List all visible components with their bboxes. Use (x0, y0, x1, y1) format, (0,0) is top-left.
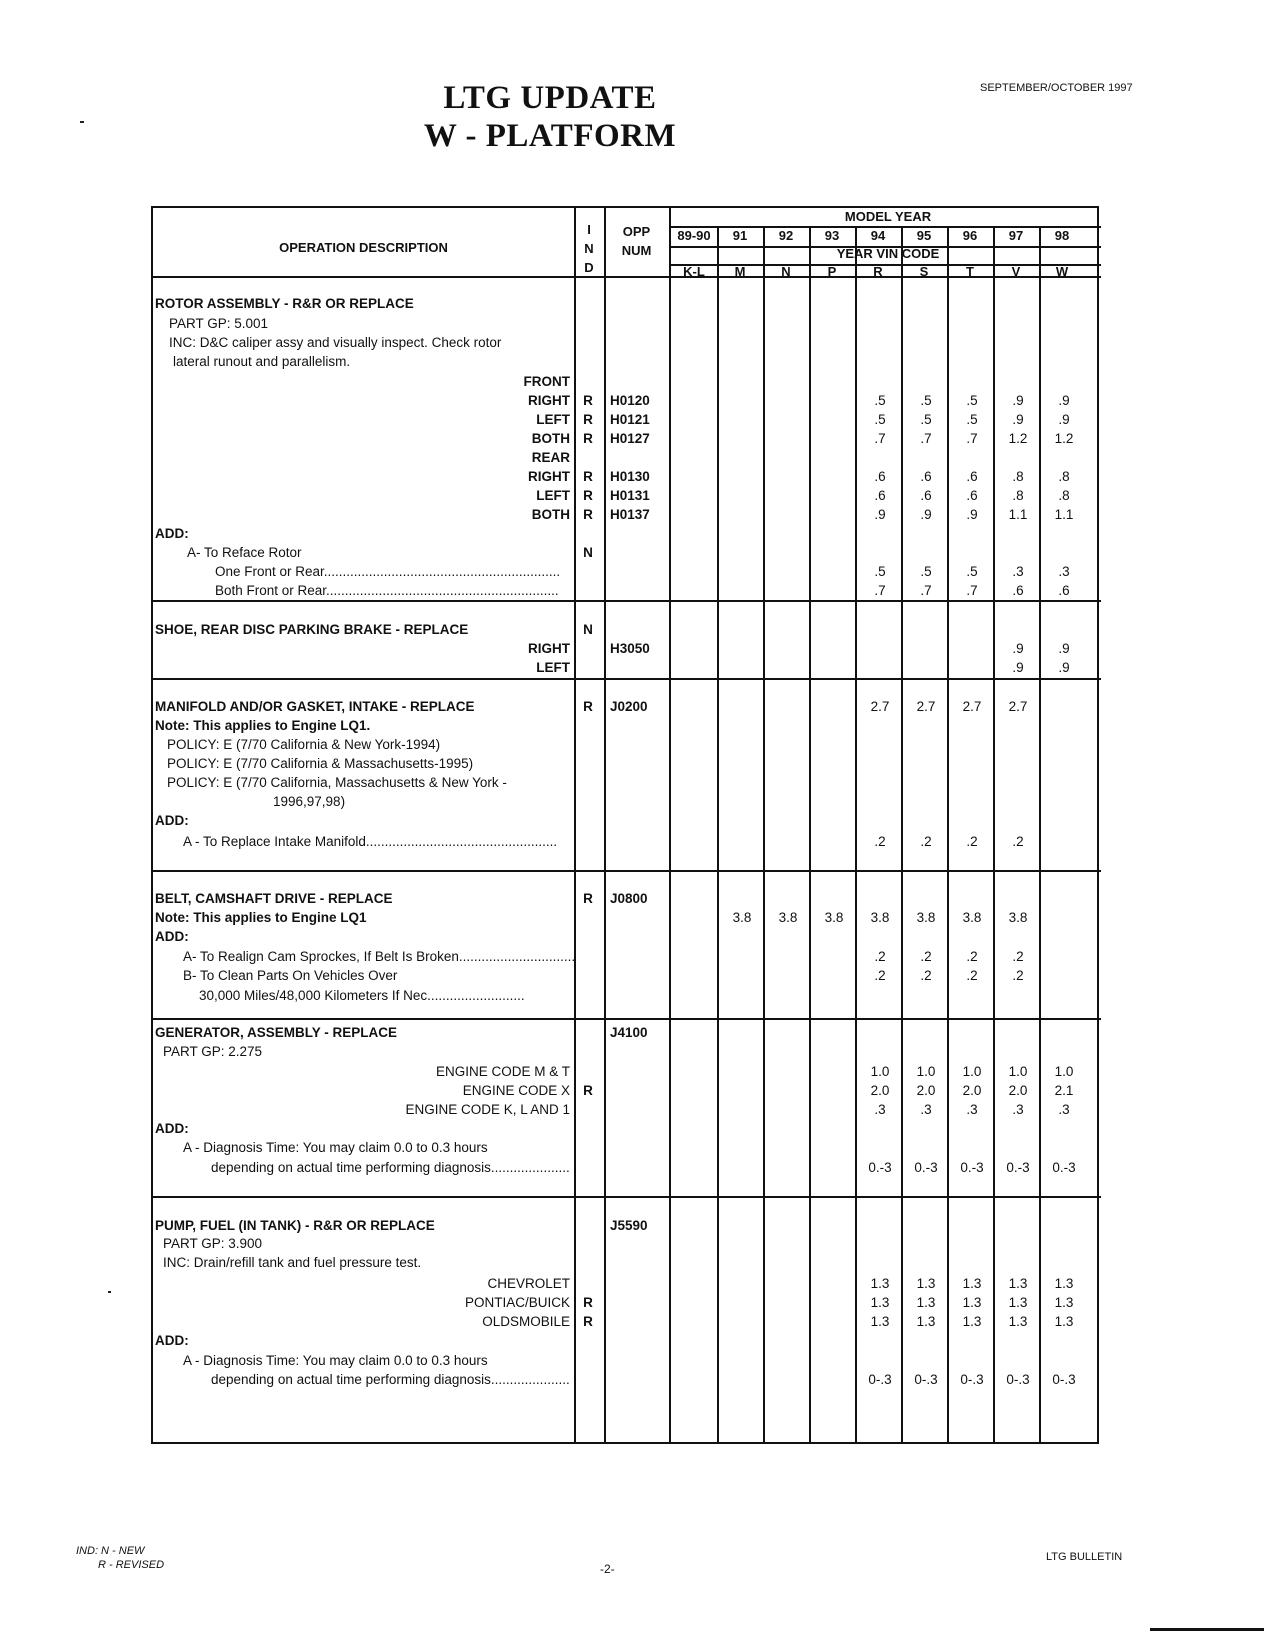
time-value-cell: 1.3 (1008, 1314, 1028, 1329)
time-value-cell: .5 (920, 412, 932, 427)
time-value-cell: .3 (966, 1102, 978, 1117)
section-title-rotor: ROTOR ASSEMBLY - R&R OR REPLACE (155, 296, 414, 311)
time-value-cell: .6 (1058, 583, 1070, 598)
year-divider (763, 226, 765, 1442)
section-title-manifold: MANIFOLD AND/OR GASKET, INTAKE - REPLACE (155, 699, 475, 714)
time-value-cell: .8 (1058, 488, 1070, 503)
time-value-cell: .7 (920, 431, 932, 446)
row-label: ENGINE CODE K, L AND 1 (405, 1102, 570, 1117)
time-value-cell: 1.3 (1054, 1276, 1074, 1291)
time-value-cell: 0-.3 (1052, 1372, 1076, 1387)
model-year-97: 97 (1008, 228, 1024, 243)
ind-cell: R (583, 393, 593, 408)
section-rule (153, 1018, 1101, 1020)
time-value-cell: .7 (920, 583, 932, 598)
time-value-cell: .9 (1058, 393, 1070, 408)
time-value-cell: 1.0 (1008, 1064, 1028, 1079)
time-value-cell: .3 (1012, 564, 1024, 579)
vin-code-P: P (827, 264, 837, 279)
add-line: A - Diagnosis Time: You may claim 0.0 to 0.3 hours (183, 1140, 488, 1155)
time-value-cell: .6 (874, 488, 886, 503)
time-value-cell: .9 (1058, 660, 1070, 675)
time-value-cell: 1.0 (1054, 1064, 1074, 1079)
time-value-cell: 1.3 (916, 1314, 936, 1329)
time-value-cell: .2 (1012, 949, 1024, 964)
time-value-cell: .7 (966, 431, 978, 446)
time-value-cell: 0-.3 (1006, 1372, 1030, 1387)
time-value-cell: 1.3 (870, 1295, 890, 1310)
model-year-94: 94 (870, 228, 886, 243)
ind-cell: R (583, 488, 593, 503)
time-value-cell: .6 (1012, 583, 1024, 598)
model-year-95: 95 (916, 228, 932, 243)
time-value-cell: .7 (966, 583, 978, 598)
time-value-cell: .3 (920, 1102, 932, 1117)
time-value-cell: 2.7 (870, 699, 890, 714)
inc-note: lateral runout and parallelism. (173, 354, 351, 369)
time-value-cell: 2.1 (1054, 1083, 1074, 1098)
time-value-cell: 1.0 (916, 1064, 936, 1079)
time-value-cell: 1.3 (916, 1295, 936, 1310)
opp-num-cell: H3050 (610, 641, 650, 656)
ind-cell: R (583, 1083, 593, 1098)
add-line: A- To Realign Cam Sprockes, If Belt Is Broken............................... (183, 949, 576, 964)
labor-time-table (151, 206, 1099, 1444)
time-value-cell: .5 (874, 564, 886, 579)
row-label: BOTH (531, 431, 570, 446)
time-value-cell: .6 (966, 488, 978, 503)
time-value-cell: .6 (874, 469, 886, 484)
time-value-cell: .6 (966, 469, 978, 484)
column-header-model-year: MODEL YEAR (844, 209, 932, 224)
vin-code-W: W (1055, 264, 1069, 279)
time-value-cell: .3 (1012, 1102, 1024, 1117)
ind-cell: R (583, 699, 593, 714)
opp-num-cell: H0121 (610, 412, 650, 427)
section-title-generator: GENERATOR, ASSEMBLY - REPLACE (155, 1025, 398, 1040)
add-line: A - Diagnosis Time: You may claim 0.0 to 0.3 hours (183, 1353, 488, 1368)
row-label: RIGHT (528, 641, 570, 656)
year-column-rule (669, 208, 671, 1442)
scan-mark (108, 1291, 111, 1293)
time-value-cell: .2 (966, 968, 978, 983)
time-value-cell: 0.-3 (1006, 1160, 1030, 1175)
row-label: FRONT (523, 374, 570, 389)
row-label: RIGHT (528, 469, 570, 484)
part-group: PART GP: 5.001 (169, 316, 269, 331)
time-value-cell: 3.8 (732, 910, 752, 925)
time-value-cell: .5 (920, 564, 932, 579)
time-value-cell: .5 (966, 412, 978, 427)
engine-note: Note: This applies to Engine LQ1. (155, 718, 371, 733)
time-value-cell: .2 (874, 834, 886, 849)
row-label: ENGINE CODE X (462, 1083, 570, 1098)
row-label: REAR (531, 450, 570, 465)
time-value-cell: .9 (1012, 641, 1024, 656)
column-header-description: OPERATION DESCRIPTION (279, 240, 448, 255)
row-label: LEFT (536, 660, 570, 675)
policy-line: POLICY: E (7/70 California & New York-1994) (167, 737, 441, 752)
year-divider (809, 226, 811, 1442)
model-year-91: 91 (732, 228, 748, 243)
time-value-cell: 0.-3 (868, 1160, 892, 1175)
time-value-cell: 2.0 (1008, 1083, 1028, 1098)
section-rule (153, 600, 1101, 602)
section-title-fuel-pump: PUMP, FUEL (IN TANK) - R&R OR REPLACE (155, 1218, 435, 1233)
scan-mark (80, 121, 84, 123)
opp-num-cell: H0127 (610, 431, 650, 446)
opp-num-cell: J4100 (610, 1025, 648, 1040)
time-value-cell: .9 (1058, 412, 1070, 427)
time-value-cell: 2.7 (962, 699, 982, 714)
time-value-cell: .9 (1012, 393, 1024, 408)
time-value-cell: .8 (1012, 488, 1024, 503)
time-value-cell: .5 (874, 412, 886, 427)
time-value-cell: .3 (1058, 564, 1070, 579)
vin-code-M: M (734, 264, 746, 279)
row-label: RIGHT (528, 393, 570, 408)
time-value-cell: .9 (920, 507, 932, 522)
time-value-cell: .5 (966, 393, 978, 408)
time-value-cell: 1.3 (870, 1276, 890, 1291)
row-label: LEFT (536, 412, 570, 427)
time-value-cell: 0-.3 (960, 1372, 984, 1387)
bottom-rule (1150, 1628, 1264, 1631)
time-value-cell: 3.8 (916, 910, 936, 925)
time-value-cell: .6 (920, 488, 932, 503)
time-value-cell: .9 (966, 507, 978, 522)
ind-cell: R (583, 412, 593, 427)
row-label: OLDSMOBILE (482, 1314, 570, 1329)
add-line: 30,000 Miles/48,000 Kilometers If Nec.......................... (199, 988, 525, 1003)
add-label: ADD: (155, 1333, 189, 1348)
time-value-cell: 2.0 (962, 1083, 982, 1098)
column-header-ind: I (587, 222, 591, 237)
policy-line: POLICY: E (7/70 California & Massachusetts-1995) (167, 756, 474, 771)
add-line: A - To Replace Intake Manifold................................................... (183, 834, 558, 849)
vin-code-V: V (1011, 264, 1021, 279)
add-label: ADD: (155, 1121, 189, 1136)
add-line: depending on actual time performing diagnosis..................... (211, 1160, 570, 1175)
time-value-cell: .9 (1012, 412, 1024, 427)
ind-legend-revised: R - REVISED (98, 1559, 165, 1571)
time-value-cell: 3.8 (962, 910, 982, 925)
time-value-cell: 1.3 (962, 1314, 982, 1329)
time-value-cell: 1.3 (1008, 1276, 1028, 1291)
time-value-cell: .3 (1058, 1102, 1070, 1117)
inc-note: INC: Drain/refill tank and fuel pressure test. (163, 1255, 422, 1270)
time-value-cell: .2 (874, 949, 886, 964)
time-value-cell: 2.7 (1008, 699, 1028, 714)
model-year-92: 92 (778, 228, 794, 243)
time-value-cell: 0.-3 (1052, 1160, 1076, 1175)
page-title: LTG UPDATE (443, 80, 657, 116)
ind-cell: R (583, 1295, 593, 1310)
time-value-cell: 3.8 (870, 910, 890, 925)
ind-cell: R (583, 1314, 593, 1329)
section-rule (153, 870, 1101, 872)
time-value-cell: 1.2 (1054, 431, 1074, 446)
add-line: Both Front or Rear.............................................................. (215, 583, 559, 598)
part-group: PART GP: 3.900 (163, 1236, 263, 1251)
time-value-cell: 2.0 (916, 1083, 936, 1098)
vin-code-T: T (966, 264, 974, 279)
time-value-cell: .9 (1058, 641, 1070, 656)
time-value-cell: 2.0 (870, 1083, 890, 1098)
ind-legend-new: IND: N - NEW (76, 1545, 145, 1557)
time-value-cell: .2 (1012, 834, 1024, 849)
ind-cell: N (583, 545, 593, 560)
add-line: B- To Clean Parts On Vehicles Over (183, 968, 398, 983)
time-value-cell: .2 (920, 968, 932, 983)
add-label: ADD: (155, 929, 189, 944)
time-value-cell: .7 (874, 431, 886, 446)
row-label: LEFT (536, 488, 570, 503)
page-number: -2- (600, 1562, 615, 1576)
opp-num-cell: H0130 (610, 469, 650, 484)
vin-code-R: R (873, 264, 883, 279)
ind-cell: R (583, 431, 593, 446)
policy-line: POLICY: E (7/70 California, Massachusetts & New York - (167, 775, 507, 790)
ind-cell: R (583, 891, 593, 906)
time-value-cell: 1.3 (1054, 1295, 1074, 1310)
time-value-cell: .3 (874, 1102, 886, 1117)
time-value-cell: 1.3 (962, 1295, 982, 1310)
opp-num-cell: J0200 (610, 699, 648, 714)
time-value-cell: 3.8 (824, 910, 844, 925)
policy-line: 1996,97,98) (273, 794, 346, 809)
time-value-cell: .8 (1058, 469, 1070, 484)
add-label: ADD: (155, 526, 189, 541)
model-year-89-90: 89-90 (677, 228, 711, 243)
time-value-cell: 0.-3 (960, 1160, 984, 1175)
page-subtitle: W - PLATFORM (423, 118, 677, 154)
model-year-98: 98 (1054, 228, 1070, 243)
engine-note: Note: This applies to Engine LQ1 (155, 910, 367, 925)
time-value-cell: 3.8 (778, 910, 798, 925)
add-line: A- To Reface Rotor (187, 545, 302, 560)
section-rule (153, 678, 1101, 680)
time-value-cell: 1.0 (962, 1064, 982, 1079)
year-divider (717, 226, 719, 1442)
time-value-cell: .2 (1012, 968, 1024, 983)
add-line: One Front or Rear............................................................... (215, 564, 561, 579)
vin-code-N: N (781, 264, 791, 279)
section-title-camshaft-belt: BELT, CAMSHAFT DRIVE - REPLACE (155, 891, 393, 906)
vin-code-S: S (919, 264, 929, 279)
opp-num-cell: H0131 (610, 488, 650, 503)
add-label: ADD: (155, 813, 189, 828)
time-value-cell: 0-.3 (914, 1372, 938, 1387)
opp-num-cell: H0137 (610, 507, 650, 522)
column-header-ind: N (584, 241, 594, 256)
time-value-cell: 0-.3 (868, 1372, 892, 1387)
time-value-cell: .2 (966, 834, 978, 849)
column-header-opp: NUM (621, 243, 652, 258)
opp-column-rule (604, 208, 606, 1442)
time-value-cell: .9 (874, 507, 886, 522)
time-value-cell: .5 (920, 393, 932, 408)
time-value-cell: 1.0 (870, 1064, 890, 1079)
row-label: ENGINE CODE M & T (435, 1064, 570, 1079)
time-value-cell: 1.2 (1008, 431, 1028, 446)
time-value-cell: 1.1 (1008, 507, 1028, 522)
part-group: PART GP: 2.275 (163, 1044, 263, 1059)
opp-num-cell: J0800 (610, 891, 648, 906)
time-value-cell: .2 (966, 949, 978, 964)
time-value-cell: 2.7 (916, 699, 936, 714)
section-title-parking-brake: SHOE, REAR DISC PARKING BRAKE - REPLACE (155, 622, 469, 637)
column-header-opp: OPP (622, 224, 651, 239)
time-value-cell: .2 (920, 949, 932, 964)
issue-date: SEPTEMBER/OCTOBER 1997 (980, 82, 1133, 94)
opp-num-cell: H0120 (610, 393, 650, 408)
opp-num-cell: J5590 (610, 1218, 648, 1233)
section-rule (153, 1196, 1101, 1198)
model-year-96: 96 (962, 228, 978, 243)
time-value-cell: 1.3 (916, 1276, 936, 1291)
time-value-cell: .5 (966, 564, 978, 579)
column-header-vin-code: YEAR VIN CODE (836, 246, 940, 261)
time-value-cell: 0.-3 (914, 1160, 938, 1175)
row-label: PONTIAC/BUICK (464, 1295, 570, 1310)
time-value-cell: 1.3 (962, 1276, 982, 1291)
ind-legend (76, 1544, 164, 1572)
time-value-cell: .8 (1012, 469, 1024, 484)
ind-cell: R (583, 469, 593, 484)
model-year-93: 93 (824, 228, 840, 243)
ind-cell: R (583, 507, 593, 522)
add-line: depending on actual time performing diagnosis..................... (211, 1372, 570, 1387)
column-header-ind: D (584, 260, 594, 275)
time-value-cell: 1.3 (1054, 1314, 1074, 1329)
time-value-cell: .9 (1012, 660, 1024, 675)
time-value-cell: .7 (874, 583, 886, 598)
time-value-cell: .2 (920, 834, 932, 849)
time-value-cell: 1.3 (1008, 1295, 1028, 1310)
vin-code-K-L: K-L (683, 264, 705, 279)
row-label: BOTH (531, 507, 570, 522)
time-value-cell: 1.3 (870, 1314, 890, 1329)
inc-note: INC: D&C caliper assy and visually inspect. Check rotor (169, 335, 502, 350)
ind-cell: N (583, 622, 593, 637)
time-value-cell: 1.1 (1054, 507, 1074, 522)
time-value-cell: .6 (920, 469, 932, 484)
time-value-cell: .5 (874, 393, 886, 408)
row-label: CHEVROLET (487, 1276, 570, 1291)
bulletin-label: LTG BULLETIN (1046, 1551, 1123, 1563)
time-value-cell: 3.8 (1008, 910, 1028, 925)
time-value-cell: .2 (874, 968, 886, 983)
